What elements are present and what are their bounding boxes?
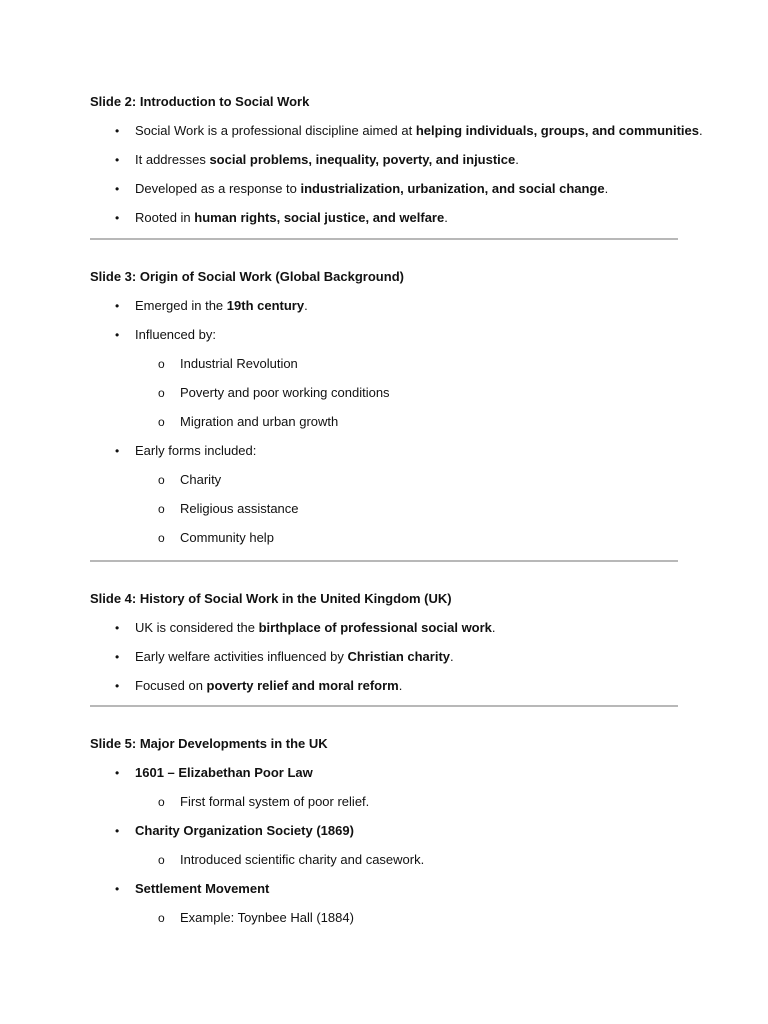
section-slide-3: [90, 267, 678, 548]
section-heading: Slide 4: History of Social Work in the United Kingdom (UK): [90, 591, 452, 606]
list-item: • Influenced by:: [90, 316, 678, 345]
section-slide-4: [90, 589, 678, 696]
sub-bullet-marker: o: [158, 415, 165, 429]
sub-bullet-marker: o: [158, 357, 165, 371]
sub-bullet-marker: o: [158, 502, 165, 516]
bullet-marker: •: [115, 211, 120, 225]
list-item: • Early forms included:: [90, 432, 678, 461]
bullet-marker: •: [115, 328, 120, 342]
list-item: • Emerged in the 19th century.: [90, 287, 678, 316]
list-item: • Charity Organization Society (1869): [90, 812, 678, 841]
sub-bullet-marker: o: [158, 795, 165, 809]
sub-bullet-marker: o: [158, 531, 165, 545]
bullet-marker: •: [115, 882, 120, 896]
section-heading: Slide 5: Major Developments in the UK: [90, 736, 328, 751]
list-item: • Early welfare activities influenced by Christian charity.: [90, 638, 678, 667]
sub-list-item: o Religious assistance: [90, 490, 678, 519]
sub-bullet-marker: o: [158, 853, 165, 867]
sub-list-item: o Introduced scientific charity and casework.: [90, 841, 678, 870]
list-item: • Social Work is a professional discipline aimed at helping individuals, groups, and communities.: [90, 112, 678, 141]
bullet-marker: •: [115, 766, 120, 780]
list-item: • Rooted in human rights, social justice, and welfare.: [90, 199, 678, 228]
bullet-marker: •: [115, 679, 120, 693]
list-item: • Developed as a response to industrialization, urbanization, and social change.: [90, 170, 678, 199]
list-item: • 1601 – Elizabethan Poor Law: [90, 754, 678, 783]
horizontal-divider: [90, 560, 678, 562]
sub-list-item: o Migration and urban growth: [90, 403, 678, 432]
sub-bullet-marker: o: [158, 473, 165, 487]
sub-bullet-marker: o: [158, 386, 165, 400]
bullet-marker: •: [115, 153, 120, 167]
list-item: • UK is considered the birthplace of professional social work.: [90, 609, 678, 638]
bullet-marker: •: [115, 621, 120, 635]
sub-bullet-marker: o: [158, 911, 165, 925]
bullet-marker: •: [115, 124, 120, 138]
section-heading: Slide 2: Introduction to Social Work: [90, 94, 310, 109]
sub-list-item: o Industrial Revolution: [90, 345, 678, 374]
sub-list-item: o Charity: [90, 461, 678, 490]
list-item: • Settlement Movement: [90, 870, 678, 899]
section-slide-5: [90, 734, 678, 928]
sub-list-item: o Poverty and poor working conditions: [90, 374, 678, 403]
bullet-marker: •: [115, 824, 120, 838]
bullet-marker: •: [115, 650, 120, 664]
list-item: • Focused on poverty relief and moral reform.: [90, 667, 678, 696]
horizontal-divider: [90, 238, 678, 240]
list-item: • It addresses social problems, inequality, poverty, and injustice.: [90, 141, 678, 170]
bullet-marker: •: [115, 182, 120, 196]
sub-list-item: o Example: Toynbee Hall (1884): [90, 899, 678, 928]
sub-list-item: o First formal system of poor relief.: [90, 783, 678, 812]
section-heading: Slide 3: Origin of Social Work (Global Background): [90, 269, 404, 284]
section-slide-2: [90, 92, 703, 228]
bullet-marker: •: [115, 299, 120, 313]
horizontal-divider: [90, 705, 678, 707]
sub-list-item: o Community help: [90, 519, 678, 548]
bullet-marker: •: [115, 444, 120, 458]
